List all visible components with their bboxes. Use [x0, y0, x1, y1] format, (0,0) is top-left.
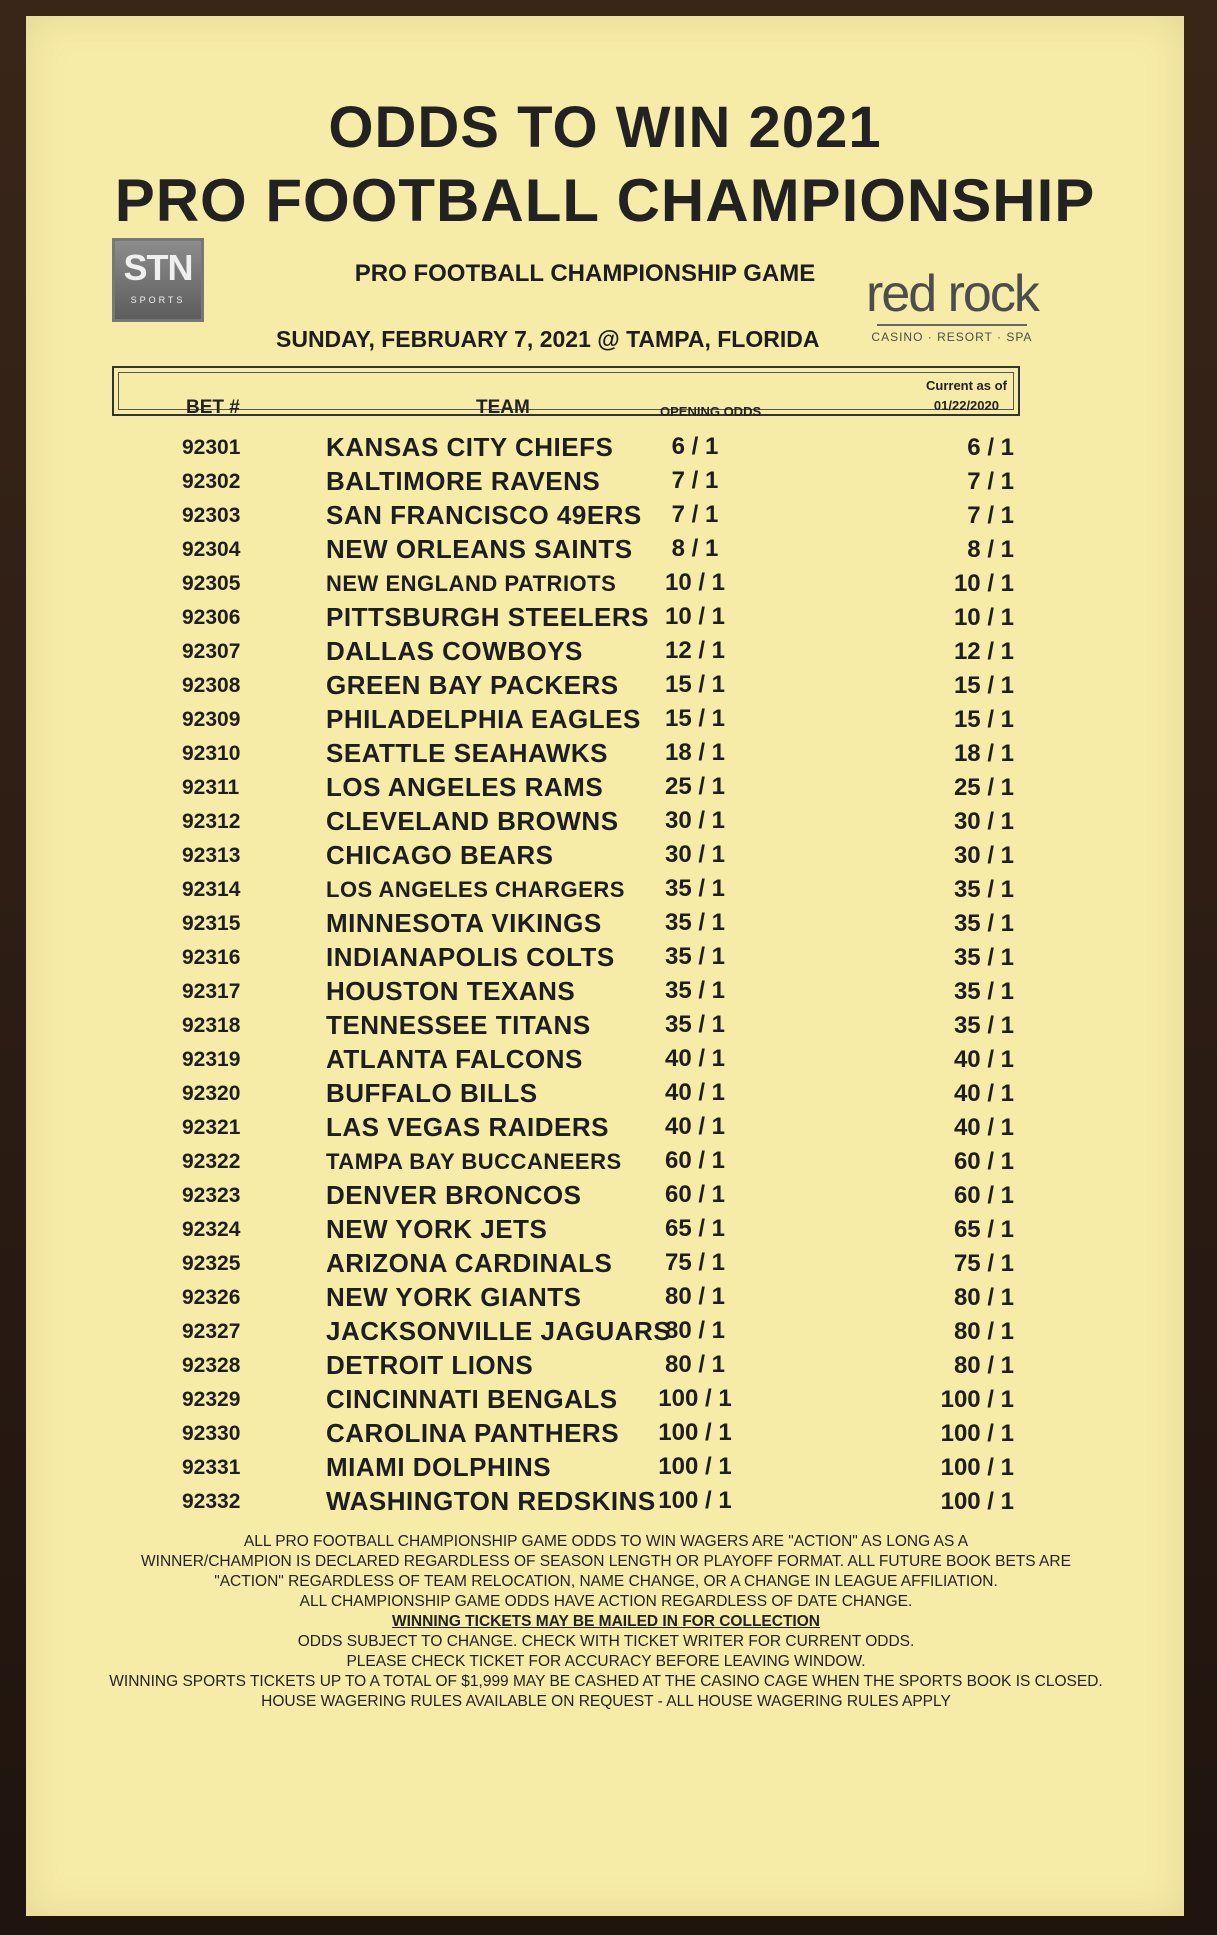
- current-odds: 10 / 1: [953, 604, 1014, 631]
- current-odds: 100 / 1: [940, 1488, 1014, 1515]
- opening-odds: 35 / 1: [664, 977, 726, 1004]
- opening-odds: 25 / 1: [664, 773, 726, 800]
- bet-number: 92327: [182, 1320, 241, 1343]
- current-odds: 12 / 1: [953, 638, 1014, 665]
- bet-number: 92308: [182, 674, 241, 697]
- table-row: [26, 908, 1184, 942]
- opening-odds: 10 / 1: [664, 569, 726, 596]
- team-name: SEATTLE SEAHAWKS: [326, 738, 608, 768]
- bet-number: 92303: [182, 504, 241, 527]
- team-name: BUFFALO BILLS: [326, 1078, 538, 1108]
- table-row: [26, 806, 1184, 840]
- opening-odds: 40 / 1: [664, 1045, 726, 1072]
- bet-number: 92306: [182, 606, 241, 629]
- table-row: [26, 976, 1184, 1010]
- red-rock-logo: [866, 266, 1038, 344]
- table-row: [26, 636, 1184, 670]
- bet-number: 92326: [182, 1286, 241, 1309]
- opening-odds: 15 / 1: [664, 671, 726, 698]
- bet-number: 92310: [182, 742, 241, 765]
- team-name: SAN FRANCISCO 49ERS: [326, 500, 642, 530]
- current-odds: 80 / 1: [953, 1352, 1014, 1379]
- bet-number: 92301: [182, 436, 241, 459]
- opening-odds: 100 / 1: [658, 1419, 732, 1446]
- table-row: [26, 772, 1184, 806]
- opening-odds: 80 / 1: [664, 1317, 726, 1344]
- table-row: [26, 1078, 1184, 1112]
- team-name: KANSAS CITY CHIEFS: [326, 432, 614, 462]
- footer-line: ALL PRO FOOTBALL CHAMPIONSHIP GAME ODDS TO WIN WAGERS ARE "ACTION" AS LONG AS A: [243, 1533, 969, 1550]
- table-row: [26, 1044, 1184, 1078]
- opening-odds: 35 / 1: [664, 943, 726, 970]
- bet-number: 92319: [182, 1048, 241, 1071]
- team-name: NEW ORLEANS SAINTS: [326, 534, 633, 564]
- footer-line: WINNING SPORTS TICKETS UP TO A TOTAL OF $1,999 MAY BE CASHED AT THE CASINO CAGE WHEN THE SPORTS BOOK IS CLOSED.: [109, 1673, 1103, 1690]
- opening-odds: 40 / 1: [664, 1079, 726, 1106]
- terms-footer: [66, 1532, 1146, 1712]
- team-name: GREEN BAY PACKERS: [326, 670, 619, 700]
- table-row: [26, 1282, 1184, 1316]
- footer-line: PLEASE CHECK TICKET FOR ACCURACY BEFORE LEAVING WINDOW.: [346, 1653, 866, 1670]
- opening-odds: 35 / 1: [664, 875, 726, 902]
- bet-number: 92317: [182, 980, 241, 1003]
- current-odds: 30 / 1: [953, 808, 1014, 835]
- opening-odds: 35 / 1: [664, 1011, 726, 1038]
- current-odds: 40 / 1: [953, 1046, 1014, 1073]
- current-odds: 40 / 1: [953, 1080, 1014, 1107]
- current-odds: 80 / 1: [953, 1318, 1014, 1345]
- table-row: [26, 942, 1184, 976]
- current-odds: 18 / 1: [953, 740, 1014, 767]
- table-row: [26, 1112, 1184, 1146]
- table-row: [26, 568, 1184, 602]
- bet-number: 92321: [182, 1116, 241, 1139]
- team-name: WASHINGTON REDSKINS: [326, 1486, 656, 1516]
- team-name: ATLANTA FALCONS: [326, 1044, 583, 1074]
- team-name: BALTIMORE RAVENS: [326, 466, 601, 496]
- table-row: [26, 1146, 1184, 1180]
- current-odds: 65 / 1: [953, 1216, 1014, 1243]
- table-row: [26, 1384, 1184, 1418]
- opening-odds: 80 / 1: [664, 1351, 726, 1378]
- current-odds: 7 / 1: [967, 502, 1014, 529]
- opening-odds: 100 / 1: [658, 1487, 732, 1514]
- opening-odds: 12 / 1: [664, 637, 726, 664]
- footer-line: WINNER/CHAMPION IS DECLARED REGARDLESS OF SEASON LENGTH OR PLAYOFF FORMAT. ALL FUTURE BOOK BETS ARE: [141, 1553, 1071, 1570]
- current-odds: 100 / 1: [940, 1454, 1014, 1481]
- table-row: [26, 738, 1184, 772]
- team-name: JACKSONVILLE JAGUARS: [326, 1316, 672, 1346]
- bet-number: 92325: [182, 1252, 241, 1275]
- bet-number: 92318: [182, 1014, 241, 1037]
- table-row: [26, 704, 1184, 738]
- current-odds: 80 / 1: [953, 1284, 1014, 1311]
- current-odds: 6 / 1: [967, 434, 1014, 461]
- bet-number: 92315: [182, 912, 241, 935]
- table-row: [26, 1316, 1184, 1350]
- footer-line: ALL CHAMPIONSHIP GAME ODDS HAVE ACTION REGARDLESS OF DATE CHANGE.: [299, 1593, 913, 1610]
- opening-odds: 35 / 1: [664, 909, 726, 936]
- table-row: [26, 500, 1184, 534]
- column-header-current: [926, 376, 1007, 416]
- team-name: LOS ANGELES CHARGERS: [326, 877, 625, 902]
- current-odds: 60 / 1: [953, 1148, 1014, 1175]
- odds-sheet: [26, 16, 1184, 1916]
- column-header-bet: BET #: [186, 397, 240, 418]
- team-name: TAMPA BAY BUCCANEERS: [326, 1149, 622, 1174]
- team-name: INDIANAPOLIS COLTS: [326, 942, 615, 972]
- opening-odds: 10 / 1: [664, 603, 726, 630]
- bet-number: 92312: [182, 810, 241, 833]
- opening-odds: 40 / 1: [664, 1113, 726, 1140]
- current-odds: 100 / 1: [940, 1386, 1014, 1413]
- opening-odds: 15 / 1: [664, 705, 726, 732]
- team-name: CINCINNATI BENGALS: [326, 1384, 618, 1414]
- bet-number: 92309: [182, 708, 241, 731]
- date-location: SUNDAY, FEBRUARY 7, 2021 @ TAMPA, FLORIDA: [276, 326, 820, 352]
- current-odds: 100 / 1: [940, 1420, 1014, 1447]
- bet-number: 92322: [182, 1150, 241, 1173]
- team-name: LAS VEGAS RAIDERS: [326, 1112, 609, 1142]
- opening-odds: 80 / 1: [664, 1283, 726, 1310]
- bet-number: 92305: [182, 572, 241, 595]
- team-name: NEW YORK GIANTS: [326, 1282, 582, 1312]
- opening-odds: 65 / 1: [664, 1215, 726, 1242]
- opening-odds: 18 / 1: [664, 739, 726, 766]
- current-odds: 30 / 1: [953, 842, 1014, 869]
- team-name: CHICAGO BEARS: [326, 840, 554, 870]
- opening-odds: 30 / 1: [664, 807, 726, 834]
- bet-number: 92324: [182, 1218, 241, 1241]
- current-odds: 35 / 1: [953, 910, 1014, 937]
- team-name: PITTSBURGH STEELERS: [326, 602, 649, 632]
- bet-number: 92323: [182, 1184, 241, 1207]
- team-name: PHILADELPHIA EAGLES: [326, 704, 641, 734]
- table-row: [26, 670, 1184, 704]
- opening-odds: 7 / 1: [671, 501, 719, 528]
- table-row: [26, 1418, 1184, 1452]
- current-odds: 75 / 1: [953, 1250, 1014, 1277]
- stn-logo-subtext: SPORTS: [130, 295, 186, 305]
- team-name: ARIZONA CARDINALS: [326, 1248, 613, 1278]
- current-odds: 15 / 1: [953, 706, 1014, 733]
- bet-number: 92330: [182, 1422, 241, 1445]
- table-row: [26, 466, 1184, 500]
- bet-number: 92316: [182, 946, 241, 969]
- table-row: [26, 1010, 1184, 1044]
- bet-number: 92328: [182, 1354, 241, 1377]
- red-rock-tagline: CASINO · RESORT · SPA: [871, 330, 1033, 344]
- table-row: [26, 534, 1184, 568]
- current-odds: 40 / 1: [953, 1114, 1014, 1141]
- opening-odds: 8 / 1: [671, 535, 719, 562]
- footer-line: HOUSE WAGERING RULES AVAILABLE ON REQUEST - ALL HOUSE WAGERING RULES APPLY: [261, 1693, 951, 1710]
- current-odds: 35 / 1: [953, 876, 1014, 903]
- bet-number: 92313: [182, 844, 241, 867]
- stn-logo-text: STN: [123, 247, 193, 288]
- table-row: [26, 1350, 1184, 1384]
- subtitle-text: PRO FOOTBALL CHAMPIONSHIP GAME: [354, 260, 816, 287]
- bet-number: 92304: [182, 538, 241, 561]
- bet-number: 92311: [182, 776, 240, 799]
- current-odds: 15 / 1: [953, 672, 1014, 699]
- bet-number: 92314: [182, 878, 241, 901]
- bet-number: 92302: [182, 470, 241, 493]
- title-line-1: ODDS TO WIN 2021: [328, 95, 882, 160]
- current-odds: 8 / 1: [967, 536, 1014, 563]
- table-row: [26, 874, 1184, 908]
- team-name: DETROIT LIONS: [326, 1350, 534, 1380]
- current-date: 01/22/2020: [933, 398, 999, 413]
- current-label: Current as of: [926, 378, 1007, 393]
- title-line-2: PRO FOOTBALL CHAMPIONSHIP: [114, 167, 1096, 234]
- column-header-team: TEAM: [476, 397, 530, 418]
- footer-mail-notice: WINNING TICKETS MAY BE MAILED IN FOR COLLECTION: [392, 1613, 820, 1630]
- opening-odds: 30 / 1: [664, 841, 726, 868]
- team-name: MIAMI DOLPHINS: [326, 1452, 552, 1482]
- team-name: HOUSTON TEXANS: [326, 976, 576, 1006]
- team-name: NEW ENGLAND PATRIOTS: [326, 571, 617, 596]
- table-row: [26, 840, 1184, 874]
- bet-number: 92307: [182, 640, 241, 663]
- team-name: NEW YORK JETS: [326, 1214, 548, 1244]
- current-odds: 35 / 1: [953, 978, 1014, 1005]
- opening-odds: 100 / 1: [658, 1385, 732, 1412]
- table-row: [26, 1486, 1184, 1520]
- team-name: DALLAS COWBOYS: [326, 636, 583, 666]
- opening-odds: 7 / 1: [671, 467, 719, 494]
- team-name: MINNESOTA VIKINGS: [326, 908, 602, 938]
- current-odds: 35 / 1: [953, 944, 1014, 971]
- bet-number: 92320: [182, 1082, 241, 1105]
- footer-line: "ACTION" REGARDLESS OF TEAM RELOCATION, NAME CHANGE, OR A CHANGE IN LEAGUE AFFILIATION.: [214, 1573, 998, 1590]
- bet-number: 92332: [182, 1490, 241, 1513]
- current-odds: 7 / 1: [967, 468, 1014, 495]
- team-name: DENVER BRONCOS: [326, 1180, 582, 1210]
- table-row: [26, 1248, 1184, 1282]
- opening-odds: 60 / 1: [664, 1147, 726, 1174]
- opening-odds: 60 / 1: [664, 1181, 726, 1208]
- team-name: TENNESSEE TITANS: [326, 1010, 591, 1040]
- current-odds: 35 / 1: [953, 1012, 1014, 1039]
- footer-line: ODDS SUBJECT TO CHANGE. CHECK WITH TICKET WRITER FOR CURRENT ODDS.: [297, 1633, 915, 1650]
- table-row: [26, 1214, 1184, 1248]
- opening-odds: 6 / 1: [671, 433, 719, 460]
- table-row: [26, 432, 1184, 466]
- team-name: LOS ANGELES RAMS: [326, 772, 604, 802]
- table-row: [26, 1180, 1184, 1214]
- red-rock-logo-text: red rock: [866, 265, 1038, 323]
- current-odds: 25 / 1: [953, 774, 1014, 801]
- team-name: CLEVELAND BROWNS: [326, 806, 619, 836]
- current-odds: 60 / 1: [953, 1182, 1014, 1209]
- current-odds: 10 / 1: [953, 570, 1014, 597]
- table-row: [26, 1452, 1184, 1486]
- bet-number: 92329: [182, 1388, 241, 1411]
- column-header-opening-odds: OPENING ODDS: [660, 404, 762, 419]
- table-row: [26, 602, 1184, 636]
- column-header-box: [112, 366, 1020, 416]
- opening-odds: 100 / 1: [658, 1453, 732, 1480]
- opening-odds: 75 / 1: [664, 1249, 726, 1276]
- team-name: CAROLINA PANTHERS: [326, 1418, 620, 1448]
- bet-number: 92331: [182, 1456, 241, 1479]
- red-rock-logo-divider: [877, 324, 1027, 326]
